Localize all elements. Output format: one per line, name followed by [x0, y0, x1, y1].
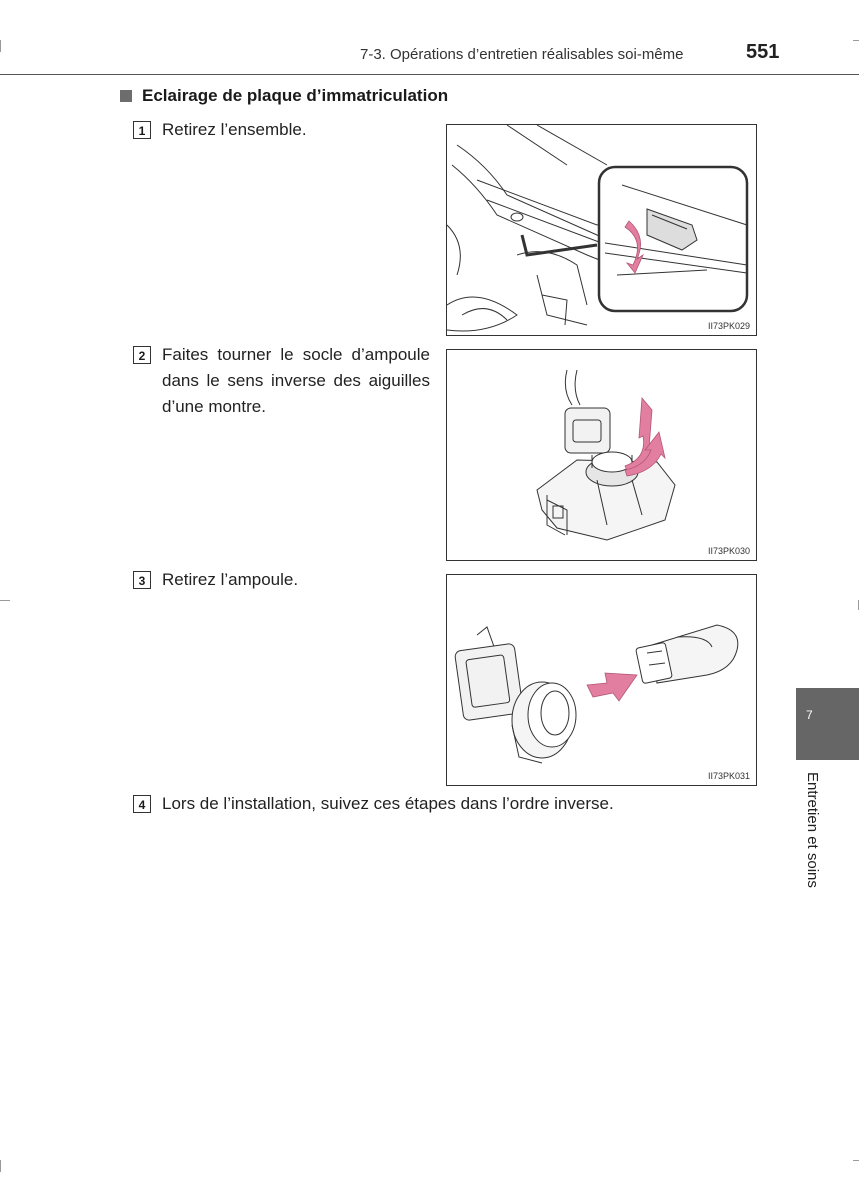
chapter-title: Entretien et soins [804, 772, 821, 888]
figure-remove-assembly [446, 124, 757, 336]
step-number: 4 [133, 795, 151, 813]
figure-rotate-socket [446, 349, 757, 561]
figure-remove-bulb [446, 574, 757, 786]
crop-mark [0, 1160, 1, 1172]
crop-mark [853, 1160, 859, 1161]
bulb-socket-illustration [447, 350, 757, 561]
figure-code: II73PK031 [707, 771, 750, 781]
step-text: Retirez l’ampoule. [162, 570, 299, 589]
crop-mark [853, 40, 859, 41]
page-number: 551 [746, 41, 780, 63]
chapter-number: 7 [806, 708, 813, 722]
header-title: 7-3. Opérations d’entretien réalisables soi-même [360, 46, 684, 63]
figure-code: II73PK030 [707, 546, 750, 556]
square-bullet-icon [120, 90, 132, 102]
header-divider [0, 74, 859, 75]
step-number: 2 [133, 346, 151, 364]
section-heading [120, 86, 448, 106]
step-number: 3 [133, 571, 151, 589]
vehicle-underside-illustration [447, 125, 757, 336]
bulb-removal-illustration [447, 575, 757, 786]
figure-code: II73PK029 [707, 321, 750, 331]
step-text: Retirez l’ensemble. [162, 120, 307, 139]
step-text: Lors de l’installation, suivez ces étapes dans l’ordre inverse. [162, 794, 614, 813]
crop-mark [0, 600, 10, 601]
step-number: 1 [133, 121, 151, 139]
chapter-tab [796, 688, 859, 760]
section-title: Eclairage de plaque d’immatriculation [142, 86, 449, 105]
crop-mark [0, 40, 1, 52]
step-text: Faites tourner le socle d’ampoule dans le sens inverse des aiguilles d’une montre. [162, 345, 430, 416]
